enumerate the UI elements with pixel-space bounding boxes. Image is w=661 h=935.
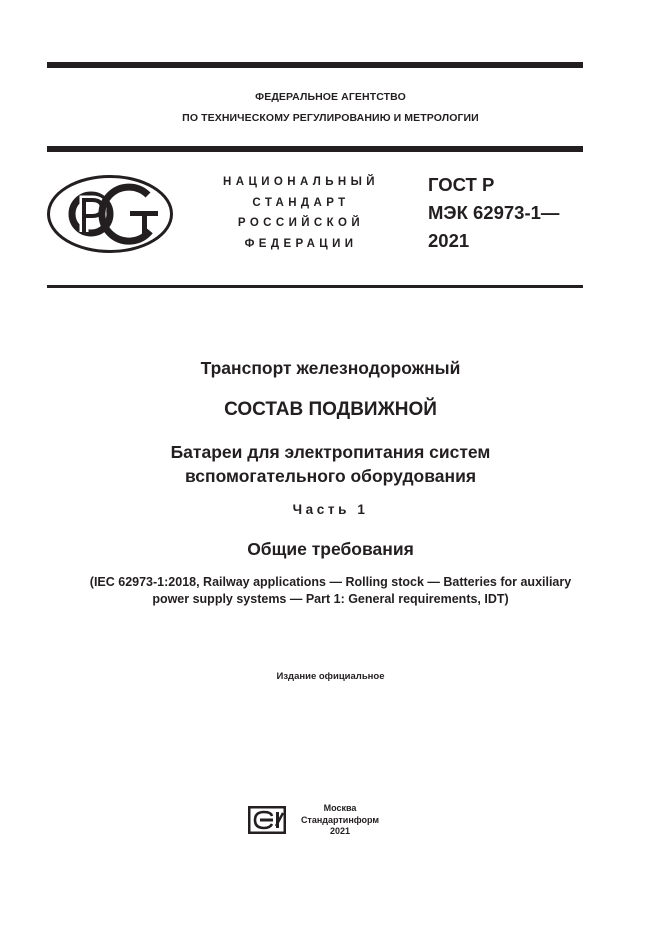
national-standard-label xyxy=(196,172,406,254)
national-line: ФЕДЕРАЦИИ xyxy=(244,237,358,250)
part-label: Часть 1 xyxy=(292,502,369,517)
national-line: НАЦИОНАЛЬНЫЙ xyxy=(223,176,379,188)
iec-reference xyxy=(0,574,661,608)
rst-logo-icon xyxy=(46,174,174,254)
publisher-name: Стандартинформ xyxy=(300,814,380,825)
top-rule xyxy=(47,62,583,68)
title-line-3b: вспомогательного оборудования xyxy=(184,466,477,486)
publisher-year: 2021 xyxy=(329,826,351,836)
edition-label: Издание официальное xyxy=(276,671,385,682)
title-line-3a: Батареи для электропитания систем xyxy=(170,442,491,462)
iec-line-1: (IEC 62973-1:2018, Railway applications — Rolling stock — Batteries for auxiliary xyxy=(89,575,572,589)
designation-line: 2021 xyxy=(428,230,470,251)
designation-line: МЭК 62973-1— xyxy=(428,202,560,223)
standard-designation xyxy=(428,171,559,255)
designation-line: ГОСТ Р xyxy=(428,174,495,195)
header-rule xyxy=(47,146,583,152)
part-title: Общие требования xyxy=(247,539,414,559)
block-rule xyxy=(47,285,583,288)
iec-line-2: power supply systems — Part 1: General requirements, IDT) xyxy=(152,592,509,606)
title-line-1: Транспорт железнодорожный xyxy=(200,358,461,378)
publisher-city: Москва xyxy=(323,803,357,813)
title-line-2: СОСТАВ ПОДВИЖНОЙ xyxy=(224,399,437,420)
agency-line-2: ПО ТЕХНИЧЕСКОМУ РЕГУЛИРОВАНИЮ И МЕТРОЛОГИИ xyxy=(182,112,479,124)
national-line: РОССИЙСКОЙ xyxy=(237,217,365,229)
national-line: СТАНДАРТ xyxy=(252,196,350,209)
publisher-block xyxy=(300,803,380,838)
agency-line-1: ФЕДЕРАЛЬНОЕ АГЕНТСТВО xyxy=(255,91,406,103)
title-line-3 xyxy=(0,440,661,488)
standartinform-logo-icon xyxy=(247,805,287,835)
